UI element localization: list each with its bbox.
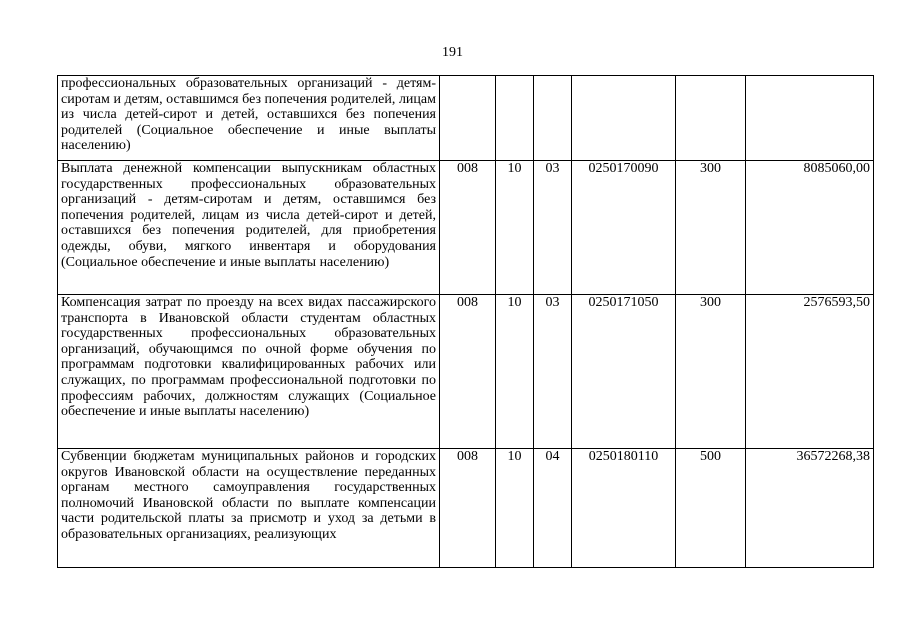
page-number: 191	[442, 45, 463, 60]
table-row	[58, 449, 874, 568]
section-code: 10	[496, 161, 534, 295]
ministry-code	[440, 76, 496, 161]
amount-value: 8085060,00	[746, 161, 874, 295]
target-article-code: 0250171050	[572, 295, 676, 449]
table-row	[58, 295, 874, 449]
row-description: Выплата денежной компенсации выпускникам областных государственных профессиональных образовательных организаций - детям-сиротам и детям, оставшимся без попечения родителей, лицам из числа детей-сирот и детей, оставшихся без попечения родителей, для приобретения одежды, обуви, мягкого инвентаря и оборудования (Социальное обеспечение и иные выплаты населению)	[58, 161, 440, 295]
target-article-code: 0250180110	[572, 449, 676, 568]
expense-type-code: 500	[676, 449, 746, 568]
subsection-code: 03	[534, 161, 572, 295]
subsection-code: 04	[534, 449, 572, 568]
section-code: 10	[496, 295, 534, 449]
row-description: Компенсация затрат по проезду на всех видах пассажирского транспорта в Ивановской области студентам областных государственных профессиональных образовательных организаций, обучающимся по очной форме обучения по программам подготовки квалифицированных рабочих или служащих, по программам профессиональной подготовки по профессиям рабочих, должностям служащих (Социальное обеспечение и иные выплаты населению)	[58, 295, 440, 449]
subsection-code: 03	[534, 295, 572, 449]
target-article-code: 0250170090	[572, 161, 676, 295]
section-code: 10	[496, 449, 534, 568]
budget-table	[57, 75, 874, 568]
amount-value: 36572268,38	[746, 449, 874, 568]
amount-value: 2576593,50	[746, 295, 874, 449]
amount-value	[746, 76, 874, 161]
expense-type-code: 300	[676, 161, 746, 295]
subsection-code	[534, 76, 572, 161]
expense-type-code	[676, 76, 746, 161]
target-article-code	[572, 76, 676, 161]
ministry-code: 008	[440, 295, 496, 449]
table-row	[58, 161, 874, 295]
table-row	[58, 76, 874, 161]
ministry-code: 008	[440, 161, 496, 295]
section-code	[496, 76, 534, 161]
ministry-code: 008	[440, 449, 496, 568]
row-description: профессиональных образовательных организаций - детям-сиротам и детям, оставшимся без попечения родителей, лицам из числа детей-сирот и детей, оставшихся без попечения родителей (Социальное обеспечение и иные выплаты населению)	[58, 76, 440, 161]
expense-type-code: 300	[676, 295, 746, 449]
row-description: Субвенции бюджетам муниципальных районов и городских округов Ивановской области на осуществление переданных органам местного самоуправления государственных полномочий Ивановской области по выплате компенсации части родительской платы за присмотр и уход за детьми в образовательных организациях, реализующих	[58, 449, 440, 568]
